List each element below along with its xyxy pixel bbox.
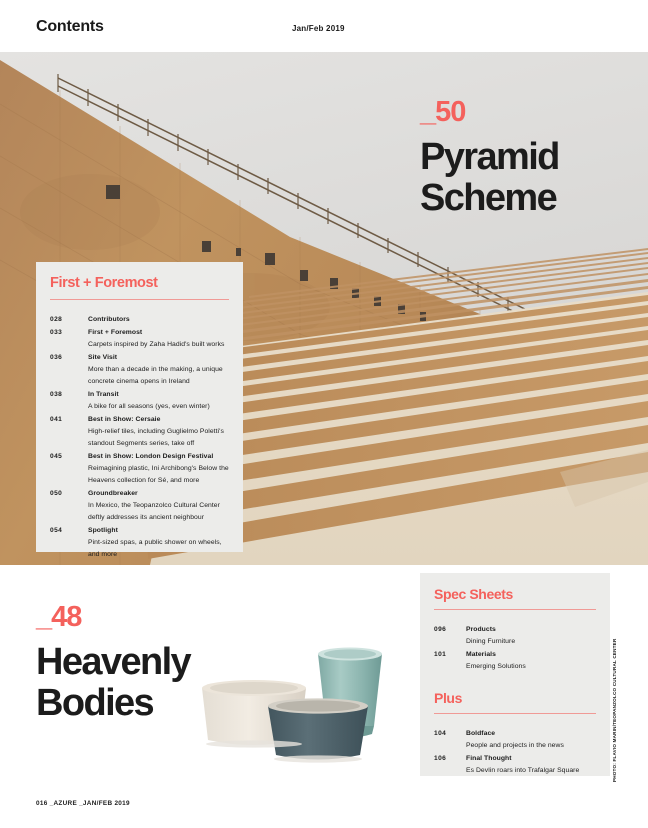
toc-entry-page-number: 054 bbox=[50, 526, 63, 534]
spec-sheets-heading: Spec Sheets bbox=[434, 586, 513, 602]
toc-entry-body bbox=[88, 327, 229, 351]
toc-entry-description: People and projects in the news bbox=[466, 742, 564, 749]
toc-entry-title: Groundbreaker bbox=[88, 489, 138, 497]
page-footer: 016 _AZURE _JAN/FEB 2019 bbox=[36, 800, 130, 807]
toc-entry-body bbox=[88, 314, 229, 326]
toc-entry-page-number: 033 bbox=[50, 328, 63, 336]
toc-entry-page-number: 096 bbox=[434, 626, 447, 633]
toc-entry-title: Materials bbox=[466, 651, 496, 658]
toc-entry-description: A bike for all seasons (yes, even winter) bbox=[88, 402, 210, 410]
toc-entry-title: Best in Show: Cersaie bbox=[88, 415, 161, 423]
photo-credit: PHOTO: FLAVIO MARIN/TEOPANZOLCO CULTURAL CENTER bbox=[612, 638, 617, 782]
toc-entry-description: Es Devlin roars into Trafalgar Square bbox=[466, 767, 580, 774]
toc-entry-description: Emerging Solutions bbox=[466, 663, 526, 670]
toc-entry-body bbox=[88, 414, 229, 450]
heading-rule bbox=[434, 609, 596, 610]
toc-entry-page-number: 106 bbox=[434, 755, 447, 762]
toc-entry[interactable] bbox=[50, 414, 229, 450]
hero-title-line-2: Scheme bbox=[420, 177, 557, 220]
plus-block bbox=[434, 691, 596, 777]
toc-entry-body bbox=[466, 728, 596, 752]
toc-entry-body bbox=[88, 525, 229, 561]
toc-entry-page-number: 045 bbox=[50, 452, 63, 460]
heading-rule bbox=[434, 713, 596, 714]
page-header bbox=[0, 0, 648, 52]
toc-entry-page-number: 041 bbox=[50, 415, 63, 423]
toc-entry-description: Carpets inspired by Zaha Hadid's built works bbox=[88, 340, 225, 348]
toc-entry-description: Dining Furniture bbox=[466, 638, 516, 645]
toc-entry[interactable] bbox=[50, 327, 229, 351]
toc-entry-title: Contributors bbox=[88, 315, 130, 323]
toc-entry[interactable] bbox=[434, 728, 596, 752]
toc-entry-page-number: 028 bbox=[50, 315, 63, 323]
spec-sheets-entry-list bbox=[434, 624, 596, 673]
toc-entry-body bbox=[88, 488, 229, 524]
toc-entry-title: Site Visit bbox=[88, 353, 118, 361]
plus-entry-list bbox=[434, 728, 596, 777]
hero-title-line-1: Pyramid bbox=[420, 136, 559, 178]
toc-entry-title: Final Thought bbox=[466, 755, 512, 762]
toc-entry[interactable] bbox=[50, 488, 229, 524]
toc-entry[interactable] bbox=[50, 389, 229, 413]
toc-entry[interactable] bbox=[50, 314, 229, 326]
issue-date: Jan/Feb 2019 bbox=[292, 24, 345, 33]
toc-entry-body bbox=[88, 451, 229, 487]
toc-entry-body bbox=[466, 753, 596, 777]
toc-entry-description: High-relief tiles, including Guglielmo Poletti's standout Segments series, take off bbox=[88, 427, 224, 447]
hero-feature-title bbox=[420, 137, 620, 219]
toc-entry-title: Products bbox=[466, 626, 496, 633]
hero-page-number: _50 bbox=[420, 96, 466, 128]
toc-entry-page-number: 036 bbox=[50, 353, 63, 361]
first-foremost-entry-list bbox=[50, 314, 229, 561]
bottom-title-line-1: Heavenly bbox=[36, 641, 191, 683]
toc-entry[interactable] bbox=[434, 649, 596, 673]
toc-entry-body bbox=[466, 624, 596, 648]
first-foremost-panel bbox=[36, 262, 243, 558]
first-foremost-heading: First + Foremost bbox=[50, 275, 158, 291]
toc-entry-description: More than a decade in the making, a unique concrete cinema opens in Ireland bbox=[88, 365, 223, 385]
bottom-page-number: _48 bbox=[36, 601, 82, 633]
spec-sheets-panel bbox=[420, 573, 610, 776]
toc-entry-page-number: 050 bbox=[50, 489, 63, 497]
plus-heading: Plus bbox=[434, 690, 462, 706]
toc-entry-title: In Transit bbox=[88, 390, 119, 398]
vessels-product-photo bbox=[196, 618, 406, 768]
toc-entry-description: Reimagining plastic, Ini Archibong's Below the Heavens collection for Sé, and more bbox=[88, 464, 229, 484]
heading-rule bbox=[50, 299, 229, 300]
toc-entry-title: Boldface bbox=[466, 730, 496, 737]
hero-feature-headline bbox=[420, 98, 620, 219]
toc-entry[interactable] bbox=[50, 525, 229, 561]
toc-entry-title: Best in Show: London Design Festival bbox=[88, 452, 214, 460]
page-title: Contents bbox=[36, 18, 104, 35]
toc-entry-body bbox=[466, 649, 596, 673]
toc-entry-description: In Mexico, the Teopanzolco Cultural Center deftly addresses its ancient neighbour bbox=[88, 501, 220, 521]
bottom-title-line-2: Bodies bbox=[36, 682, 154, 725]
toc-entry-body bbox=[88, 352, 229, 388]
toc-entry-title: Spotlight bbox=[88, 526, 118, 534]
toc-entry-title: First + Foremost bbox=[88, 328, 143, 336]
toc-entry-page-number: 104 bbox=[434, 730, 447, 737]
toc-entry[interactable] bbox=[434, 624, 596, 648]
toc-entry-page-number: 101 bbox=[434, 651, 447, 658]
toc-entry-page-number: 038 bbox=[50, 390, 63, 398]
toc-entry-description: Pint-sized spas, a public shower on wheels, and more bbox=[88, 538, 222, 558]
toc-entry-body bbox=[88, 389, 229, 413]
toc-entry[interactable] bbox=[434, 753, 596, 777]
toc-entry[interactable] bbox=[50, 352, 229, 388]
toc-entry[interactable] bbox=[50, 451, 229, 487]
